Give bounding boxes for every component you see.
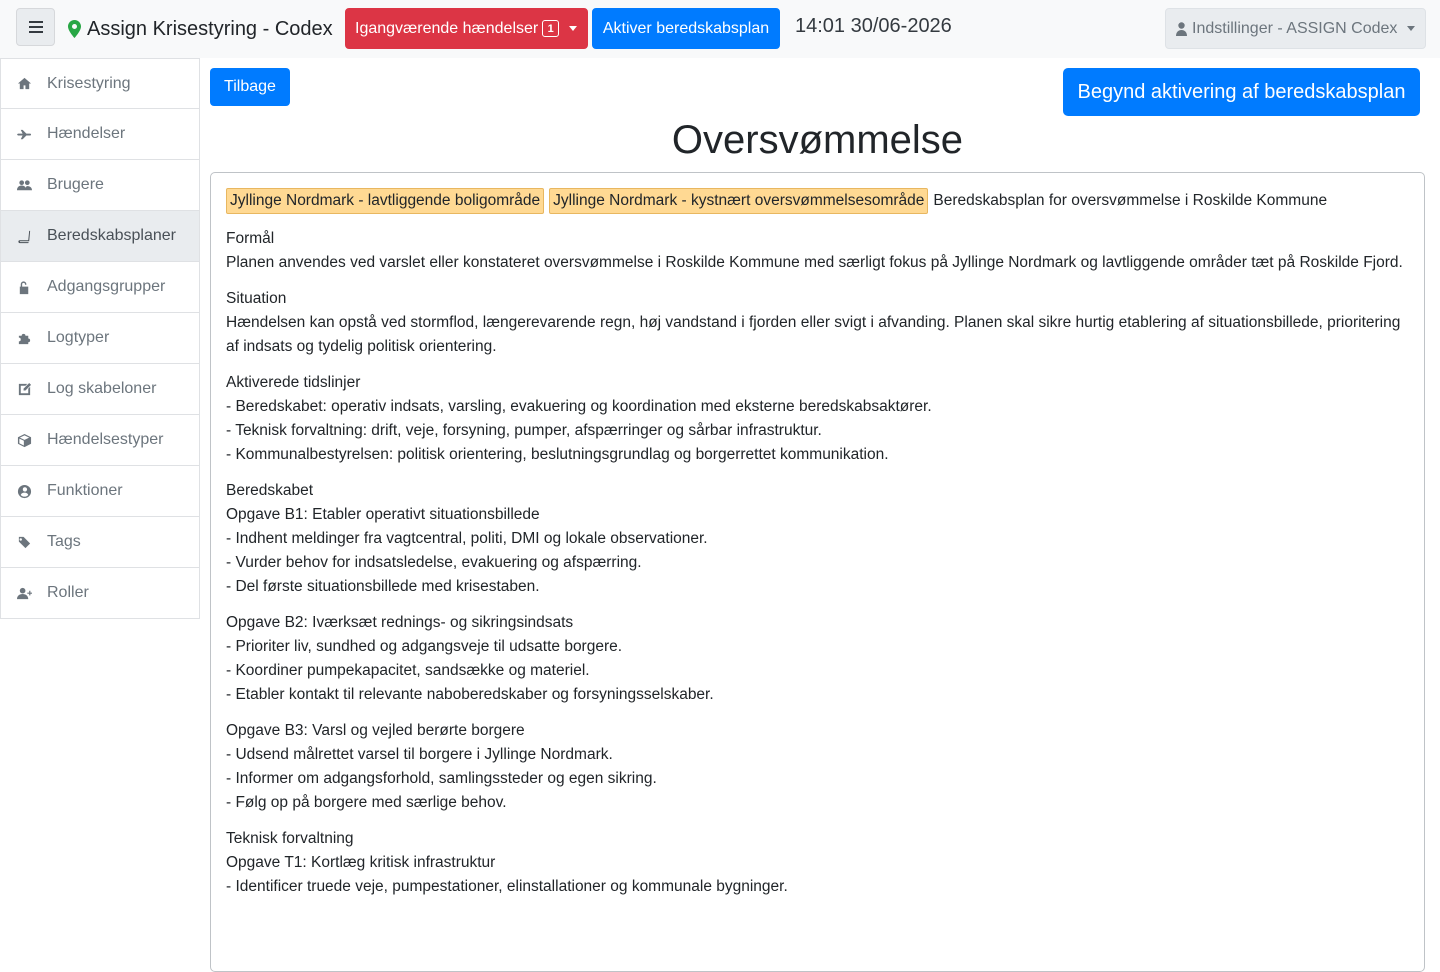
begin-activation-button[interactable] [1063, 68, 1420, 116]
section-formaal [226, 227, 1409, 275]
back-button[interactable] [210, 68, 290, 106]
user-icon [1176, 22, 1187, 36]
book-icon [16, 228, 32, 244]
brand-link[interactable] [68, 14, 333, 44]
section-tidslinjer [226, 371, 1409, 467]
section-opgave-b3 [226, 719, 1409, 815]
brand-title: Assign Krisestyring - Codex [87, 17, 333, 40]
sidebar-item-haendelser[interactable] [0, 109, 200, 160]
tag-badge: Jyllinge Nordmark - kystnært oversvømmelsesområde [549, 188, 928, 214]
unlock-icon [16, 279, 32, 295]
section-line: - Teknisk forvaltning: drift, veje, forsyning, pumper, afspærringer og sårbar infrastruktur. [226, 422, 822, 439]
sidebar-item-label: Brugere [47, 176, 104, 193]
section-heading: Opgave B2: Iværksæt rednings- og sikringsindsats [226, 614, 574, 631]
sidebar-item-krisestyring[interactable] [0, 58, 200, 109]
clock-display: 14:01 30/06-2026 [795, 15, 952, 37]
settings-dropdown[interactable] [1165, 8, 1426, 49]
users-icon [16, 177, 32, 193]
plan-content-card [210, 172, 1425, 972]
sidebar-item-haendelsestyper[interactable] [0, 415, 200, 466]
chevron-down-icon [569, 26, 577, 31]
section-line: - Informer om adgangsforhold, samlingssteder og egen sikring. [226, 770, 657, 787]
section-line: Opgave B1: Etabler operativt situationsbillede [226, 506, 540, 523]
sidebar-item-adgangsgrupper[interactable] [0, 262, 200, 313]
sidebar-item-label: Hændelsestyper [47, 431, 164, 448]
section-line: Planen anvendes ved varslet eller konstateret oversvømmelse i Roskilde Kommune med særligt fokus på Jyllinge Nordmark og lavtliggende områder tæt på Roskilde Fjord. [226, 254, 1403, 271]
ongoing-incidents-dropdown[interactable] [345, 8, 588, 49]
top-navbar [0, 0, 1440, 58]
section-line: Hændelsen kan opstå ved stormflod, længerevarende regn, høj vandstand i fjorden eller svigt i afvanding. Planen skal sikre hurtig etablering af situationsbillede, prioritering af indsats og tydelig politisk orientering. [226, 314, 1401, 355]
ongoing-incidents-label: Igangværende hændelser [355, 19, 539, 37]
section-line: - Etabler kontakt til relevante naboberedskaber og forsyningsselskaber. [226, 686, 714, 703]
section-heading: Beredskabet [226, 482, 314, 499]
puzzle-icon [16, 330, 32, 346]
activate-plan-button[interactable] [592, 8, 780, 49]
tags-icon [16, 534, 32, 550]
sidebar-item-label: Tags [47, 533, 81, 550]
section-line: - Beredskabet: operativ indsats, varsling, evakuering og koordination med eksterne beredskabsaktører. [226, 398, 932, 415]
hamburger-icon [29, 21, 43, 33]
sidebar-item-brugere[interactable] [0, 160, 200, 211]
section-teknisk-forvaltning [226, 827, 1409, 899]
section-heading: Formål [226, 230, 275, 247]
section-line: - Prioriter liv, sundhed og adgangsveje til udsatte borgere. [226, 638, 623, 655]
menu-toggle-button[interactable] [16, 8, 55, 46]
plan-description: Beredskabsplan for oversvømmelse i Roskilde Kommune [933, 192, 1328, 209]
section-beredskabet [226, 479, 1409, 599]
tag-badge: Jyllinge Nordmark - lavtliggende boligområde [226, 188, 544, 214]
sidebar-item-beredskabsplaner[interactable] [0, 211, 200, 262]
section-heading: Teknisk forvaltning [226, 830, 354, 847]
section-line: Opgave T1: Kortlæg kritisk infrastruktur [226, 854, 496, 871]
section-line: - Kommunalbestyrelsen: politisk orientering, beslutningsgrundlag og borgerrettet kommunikation. [226, 446, 889, 463]
sidebar-item-tags[interactable] [0, 517, 200, 568]
sidebar-item-logtyper[interactable] [0, 313, 200, 364]
edit-icon [16, 381, 32, 397]
section-heading: Situation [226, 290, 287, 307]
sidebar-item-label: Roller [47, 584, 89, 601]
page-title: Oversvømmelse [671, 118, 964, 162]
user-plus-icon [16, 585, 32, 601]
back-button-label: Tilbage [224, 78, 276, 95]
sidebar-item-label: Hændelser [47, 125, 126, 142]
activate-plan-label: Aktiver beredskabsplan [602, 19, 770, 37]
section-situation [226, 287, 1409, 359]
sidebar-nav [0, 58, 200, 619]
begin-activation-label: Begynd aktivering af beredskabsplan [1077, 80, 1406, 103]
sidebar-item-log-skabeloner[interactable] [0, 364, 200, 415]
section-heading: Aktiverede tidslinjer [226, 374, 361, 391]
section-line: - Indhent meldinger fra vagtcentral, politi, DMI og lokale observationer. [226, 530, 708, 547]
sidebar-item-label: Beredskabsplaner [47, 227, 176, 244]
chevron-down-icon [1407, 26, 1415, 31]
plane-icon [16, 126, 32, 142]
cube-icon [16, 432, 32, 448]
sidebar-item-funktioner[interactable] [0, 466, 200, 517]
sidebar-item-label: Logtyper [47, 329, 110, 346]
section-heading: Opgave B3: Varsl og vejled berørte borgere [226, 722, 525, 739]
sidebar-item-label: Adgangsgrupper [47, 278, 166, 295]
map-marker-icon [68, 20, 81, 38]
section-line: - Følg op på borgere med særlige behov. [226, 794, 507, 811]
section-opgave-b2 [226, 611, 1409, 707]
ongoing-count-badge: 1 [542, 20, 559, 37]
home-icon [16, 76, 32, 92]
user-circle-icon [16, 483, 32, 499]
sidebar-item-label: Krisestyring [47, 74, 131, 92]
section-line: - Udsend målrettet varsel til borgere i Jyllinge Nordmark. [226, 746, 613, 763]
section-line: - Koordiner pumpekapacitet, sandsække og materiel. [226, 662, 590, 679]
section-line: - Vurder behov for indsatsledelse, evakuering og afspærring. [226, 554, 642, 571]
sidebar-item-roller[interactable] [0, 568, 200, 619]
section-line: - Del første situationsbillede med krisestaben. [226, 578, 540, 595]
tag-row [226, 187, 1409, 215]
sidebar-item-label: Log skabeloner [47, 380, 157, 397]
section-line: - Identificer truede veje, pumpestationer, elinstallationer og kommunale bygninger. [226, 878, 788, 895]
sidebar-item-label: Funktioner [47, 482, 123, 499]
settings-label: Indstillinger - ASSIGN Codex [1192, 19, 1398, 37]
